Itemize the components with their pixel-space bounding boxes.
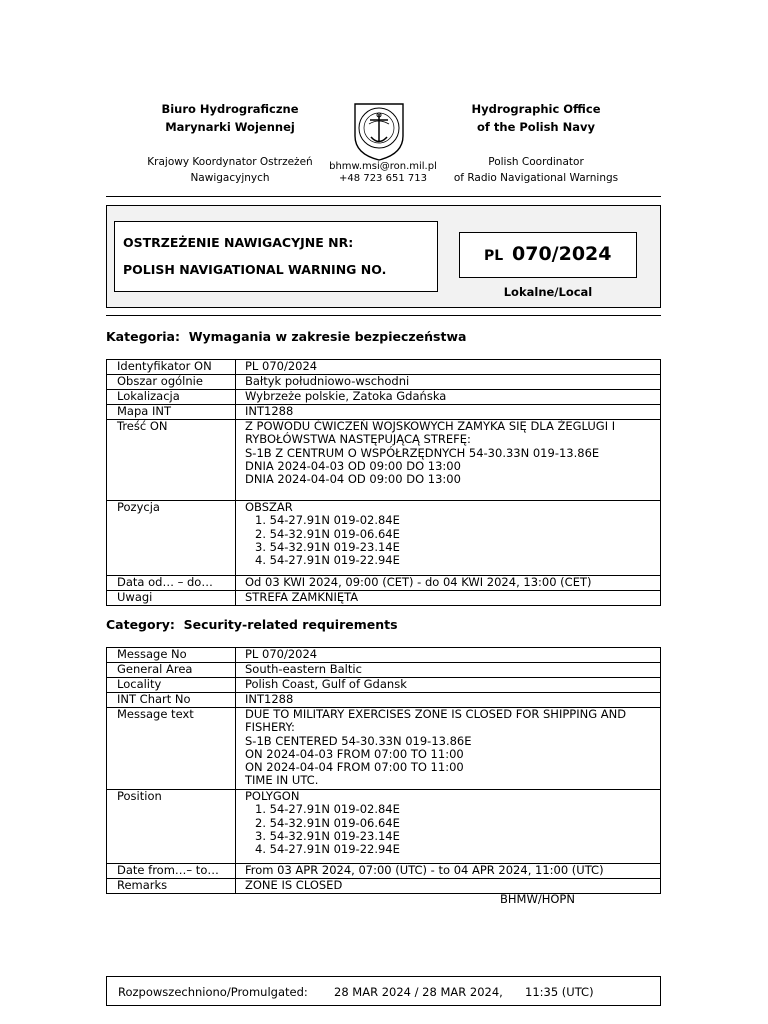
table-row	[107, 693, 661, 708]
table-row	[107, 576, 661, 591]
value-line: South-eastern Baltic	[245, 662, 362, 676]
table-row	[107, 420, 661, 501]
row-value	[236, 879, 661, 894]
value-line: ZONE IS CLOSED	[245, 878, 343, 892]
warning-table-en	[106, 647, 661, 894]
row-value	[236, 693, 661, 708]
row-key: Mapa INT	[107, 405, 236, 420]
value-line: OBSZAR	[245, 500, 293, 514]
value-line: DNIA 2024-04-03 OD 09:00 DO 13:00	[245, 458, 461, 473]
warning-number: 070/2024	[512, 243, 612, 265]
value-line: RYBOŁÓWSTWA NASTĘPUJĄCĄ STREFĘ:	[245, 432, 471, 447]
category-pl-value: Wymagania w zakresie bezpieczeństwa	[188, 329, 467, 344]
value-line: Wybrzeże polskie, Zatoka Gdańska	[245, 389, 447, 403]
row-value	[236, 375, 661, 390]
value-line: S-1B CENTERED 54-30.33N 019-13.86E	[245, 733, 472, 748]
value-line: ON 2024-04-04 FROM 07:00 TO 11:00	[245, 760, 464, 775]
row-key: Remarks	[107, 879, 236, 894]
promulgation-box	[106, 976, 661, 1006]
value-line: From 03 APR 2024, 07:00 (UTC) - to 04 APR 2024, 11:00 (UTC)	[245, 863, 604, 877]
row-value	[236, 790, 661, 864]
row-value	[236, 360, 661, 375]
coordinator-pl-line2: Nawigacyjnych	[190, 172, 270, 184]
row-key: Data od… – do…	[107, 576, 236, 591]
table-row	[107, 375, 661, 390]
header-divider-bottom	[106, 315, 661, 316]
row-value	[236, 678, 661, 693]
value-line: INT1288	[245, 692, 294, 706]
category-en	[106, 617, 398, 632]
row-key: Obszar ogólnie	[107, 375, 236, 390]
table-row	[107, 390, 661, 405]
warning-table-pl	[106, 359, 661, 606]
table-row	[107, 879, 661, 894]
row-key: Lokalizacja	[107, 390, 236, 405]
row-key: Position	[107, 790, 236, 864]
header-divider-top	[106, 196, 661, 197]
row-value	[236, 405, 661, 420]
value-line: PL 070/2024	[245, 647, 318, 661]
warning-label-box	[114, 221, 438, 292]
position-point: 4. 54-27.91N 019-22.94E	[255, 842, 400, 857]
value-line: INT1288	[245, 404, 294, 418]
value-line: S-1B Z CENTRUM O WSPÓŁRZĘDNYCH 54-30.33N 019-13.86E	[245, 445, 600, 460]
warning-scope: Lokalne/Local	[503, 285, 593, 299]
position-point: 2. 54-32.91N 019-06.64E	[255, 815, 400, 830]
value-line: TIME IN UTC.	[245, 773, 319, 788]
value-line: ON 2024-04-03 FROM 07:00 TO 11:00	[245, 746, 464, 761]
category-pl-label: Kategoria:	[106, 329, 180, 344]
table-row	[107, 360, 661, 375]
row-value	[236, 648, 661, 663]
table-row	[107, 708, 661, 790]
row-key: Date from…– to…	[107, 864, 236, 879]
coordinator-pl-line1: Krajowy Koordynator Ostrzeżeń	[147, 156, 313, 168]
value-line: DNIA 2024-04-04 OD 09:00 DO 13:00	[245, 472, 461, 487]
category-en-value: Security-related requirements	[183, 617, 398, 632]
row-key: Identyfikator ON	[107, 360, 236, 375]
position-point: 4. 54-27.91N 019-22.94E	[255, 553, 400, 568]
value-line: POLYGON	[245, 789, 300, 803]
value-line: Polish Coast, Gulf of Gdansk	[245, 677, 407, 691]
row-key: General Area	[107, 663, 236, 678]
row-value	[236, 708, 661, 790]
row-value	[236, 420, 661, 501]
value-line: Bałtyk południowo-wschodni	[245, 374, 410, 388]
table-row	[107, 790, 661, 864]
table-row	[107, 678, 661, 693]
navy-hydrographic-seal-icon	[350, 100, 408, 162]
position-point: 2. 54-32.91N 019-06.64E	[255, 526, 400, 541]
category-en-label: Category:	[106, 617, 175, 632]
row-key: Message No	[107, 648, 236, 663]
warning-number-box	[459, 232, 637, 278]
row-key: Treść ON	[107, 420, 236, 501]
table-row	[107, 501, 661, 576]
row-key: Message text	[107, 708, 236, 790]
row-value	[236, 591, 661, 606]
coordinator-en-line2: of Radio Navigational Warnings	[453, 172, 619, 184]
row-value	[236, 663, 661, 678]
promulgated-time: 11:35 (UTC)	[525, 985, 594, 999]
value-line: Z POWODU ĆWICZEŃ WOJSKOWYCH ZAMYKA SIĘ DLA ŻEGLUGI I	[245, 419, 616, 433]
value-line: DUE TO MILITARY EXERCISES ZONE IS CLOSED FOR SHIPPING AND	[245, 707, 627, 721]
position-point: 1. 54-27.91N 019-02.84E	[255, 802, 400, 817]
promulgated-label: Rozpowszechniono/Promulgated:	[118, 985, 308, 999]
promulgated-dates: 28 MAR 2024 / 28 MAR 2024,	[334, 985, 503, 999]
office-name-pl-line2: Marynarki Wojennej	[165, 120, 295, 134]
row-key: Pozycja	[107, 501, 236, 576]
table-row	[107, 591, 661, 606]
office-name-pl-line1: Biuro Hydrograficzne	[161, 102, 299, 116]
signature: BHMW/HOPN	[500, 892, 575, 906]
office-name-en-line2: of the Polish Navy	[476, 120, 596, 134]
row-value	[236, 390, 661, 405]
coordinator-en-line1: Polish Coordinator	[488, 156, 584, 168]
contact-phone: +48 723 651 713	[339, 173, 427, 184]
row-value	[236, 501, 661, 576]
position-point: 3. 54-32.91N 019-23.14E	[255, 539, 400, 554]
value-line: STREFA ZAMKNIĘTA	[245, 590, 359, 604]
category-pl	[106, 329, 466, 344]
contact-email: bhmw.msi@ron.mil.pl	[329, 161, 437, 172]
row-key: INT Chart No	[107, 693, 236, 708]
table-row	[107, 864, 661, 879]
warning-label-pl: OSTRZEŻENIE NAWIGACYJNE NR:	[123, 235, 354, 250]
warning-label-en: POLISH NAVIGATIONAL WARNING NO.	[123, 262, 387, 277]
office-name-en-line1: Hydrographic Office	[471, 102, 601, 116]
table-row	[107, 663, 661, 678]
row-value	[236, 576, 661, 591]
value-line: PL 070/2024	[245, 359, 318, 373]
row-key: Locality	[107, 678, 236, 693]
warning-number-prefix: PL	[484, 248, 504, 264]
value-line: Od 03 KWI 2024, 09:00 (CET) - do 04 KWI 2024, 13:00 (CET)	[245, 575, 592, 589]
value-line: FISHERY:	[245, 720, 295, 735]
table-row	[107, 405, 661, 420]
row-value	[236, 864, 661, 879]
table-row	[107, 648, 661, 663]
row-key: Uwagi	[107, 591, 236, 606]
position-point: 3. 54-32.91N 019-23.14E	[255, 828, 400, 843]
position-point: 1. 54-27.91N 019-02.84E	[255, 513, 400, 528]
